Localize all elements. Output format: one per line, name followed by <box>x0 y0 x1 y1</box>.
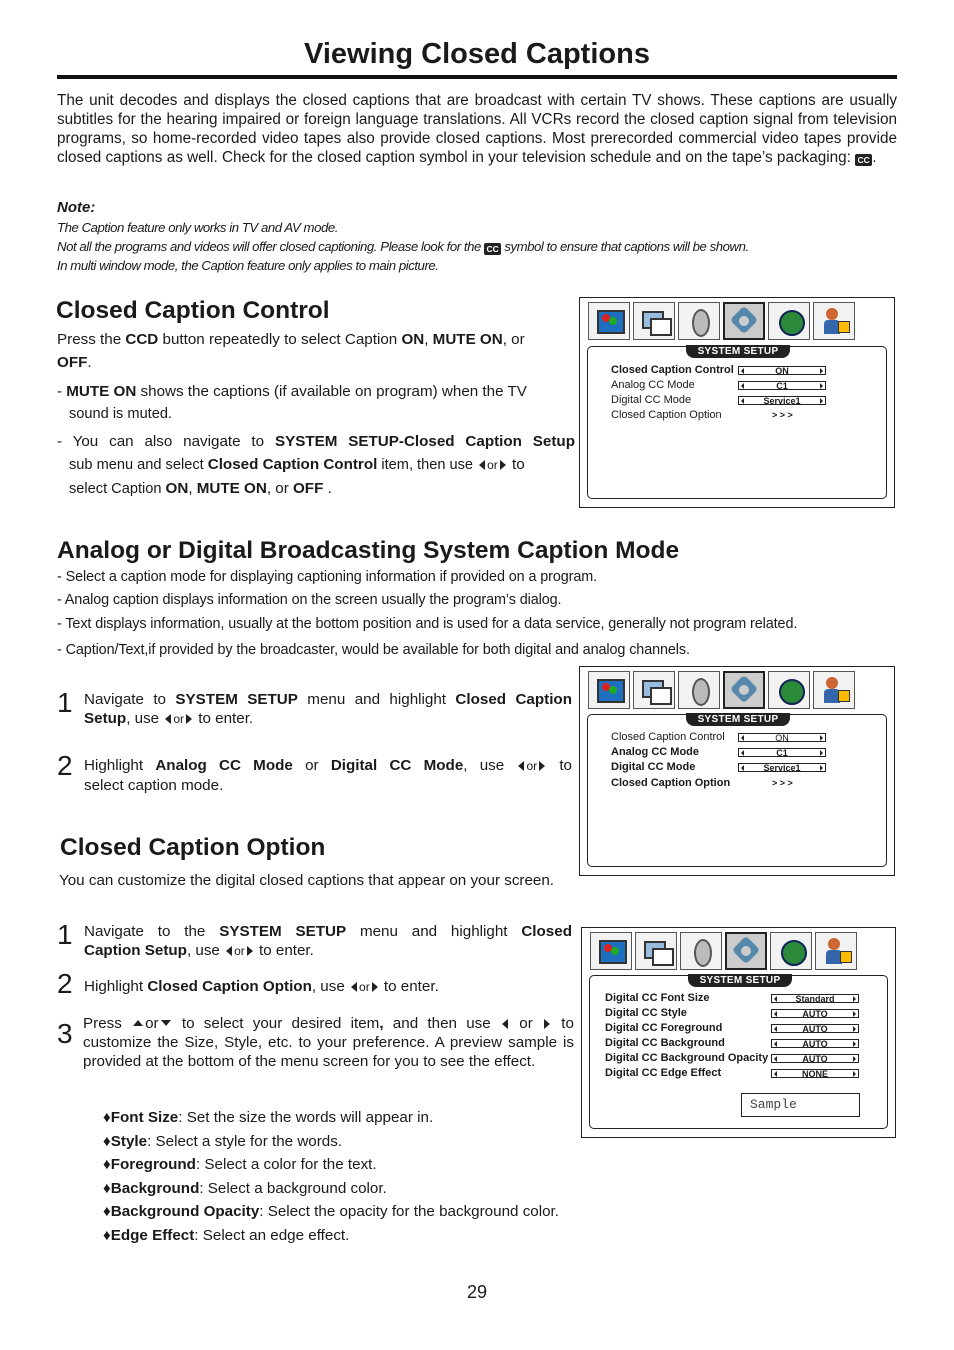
section3-step1: Navigate to the SYSTEM SETUP menu and highlight Closed Caption Setup, use or to enter. <box>84 923 572 959</box>
menu-icon-row <box>590 932 857 970</box>
menu-value-box[interactable]: AUTO <box>771 1009 859 1018</box>
window-icon[interactable] <box>633 302 675 340</box>
menu-value-box[interactable]: AUTO <box>771 1054 859 1063</box>
menu-item-label[interactable]: Digital CC Foreground <box>605 1022 723 1034</box>
menu-header: SYSTEM SETUP <box>686 713 790 726</box>
left-arrow-icon <box>165 714 171 724</box>
menu-value-box[interactable]: Standard <box>771 994 859 1003</box>
list-item: ♦Style: Select a style for the words. <box>103 1132 343 1150</box>
section-heading-caption-mode: Analog or Digital Broadcasting System Caption Mode <box>57 537 680 564</box>
menu-panel <box>589 975 888 1129</box>
menu-item-label[interactable]: Closed Caption Option <box>611 409 722 421</box>
menu-screen-caption-control <box>579 297 895 508</box>
section1-text: Press the CCD button repeatedly to select Caption ON, MUTE ON, or OFF. - MUTE ON shows the captions (if available on program) when the TV sound is muted. - You can also navigate to SYSTEM SETUP-Closed Caption Setup sub menu and select Closed Caption Control item, then use or to select Caption ON, MUTE ON, or OFF . <box>57 331 575 497</box>
page-number: 29 <box>466 1282 488 1302</box>
speaker-icon[interactable] <box>678 671 720 709</box>
menu-item-label[interactable]: Digital CC Mode <box>611 394 692 406</box>
globe-icon[interactable] <box>768 671 810 709</box>
page-title: Viewing Closed Captions <box>304 38 650 70</box>
section2-step2: Highlight Analog CC Mode or Digital CC Mode, use or to select caption mode. <box>84 757 573 794</box>
step-number: 2 <box>57 750 73 781</box>
globe-icon[interactable] <box>770 932 812 970</box>
option-bullet-list <box>103 1106 663 1247</box>
menu-value-box[interactable]: AUTO <box>771 1024 859 1033</box>
menu-value-box[interactable]: C1 <box>738 381 826 390</box>
menu-submenu-arrows[interactable]: > > > <box>772 778 793 788</box>
menu-value-box[interactable]: ON <box>738 366 826 375</box>
menu-item-label[interactable]: Digital CC Background <box>605 1037 725 1049</box>
section3-step3: Press or to select your desired item, and then use or to customize the Size, Style, etc. to your preference. A preview sample is provided at the bottom of the menu screen for you to see the effect. <box>83 1015 574 1070</box>
note-title: Note: <box>57 199 96 216</box>
step-number: 1 <box>57 919 73 950</box>
menu-item-label[interactable]: Digital CC Edge Effect <box>605 1067 722 1079</box>
list-item: ♦Foreground: Select a color for the text. <box>103 1156 377 1173</box>
right-arrow-icon <box>372 982 378 992</box>
menu-item-label[interactable]: Closed Caption Option <box>611 777 731 789</box>
left-arrow-icon <box>351 982 357 992</box>
speaker-icon[interactable] <box>678 302 720 340</box>
right-arrow-icon <box>544 1019 550 1029</box>
menu-panel <box>587 346 887 499</box>
list-item: ♦Font Size: Set the size the words will appear in. <box>103 1109 434 1126</box>
menu-item-label[interactable]: Closed Caption Control <box>611 364 734 376</box>
user-lock-icon[interactable] <box>815 932 857 970</box>
title-rule <box>57 75 897 79</box>
menu-icon-row <box>588 302 855 340</box>
step-number: 1 <box>57 687 73 718</box>
section-heading-closed-caption-control: Closed Caption Control <box>56 297 330 324</box>
menu-item-label[interactable]: Digital CC Mode <box>611 761 696 773</box>
section3-intro: You can customize the digital closed captions that appear on your screen. <box>59 872 555 889</box>
menu-screen-caption-option <box>581 927 896 1138</box>
cc-symbol-icon: CC <box>484 243 501 255</box>
speaker-icon[interactable] <box>680 932 722 970</box>
section2-step1: Navigate to SYSTEM SETUP menu and highlight Closed Caption Setup, use or to enter. <box>84 691 572 727</box>
right-arrow-icon <box>186 714 192 724</box>
step-number: 3 <box>57 1018 73 1049</box>
window-icon[interactable] <box>633 671 675 709</box>
setup-tools-icon[interactable] <box>723 671 765 709</box>
up-arrow-icon <box>133 1020 143 1026</box>
menu-value-box[interactable]: Service1 <box>738 763 826 772</box>
menu-value-box[interactable]: C1 <box>738 748 826 757</box>
right-arrow-icon <box>539 761 545 771</box>
left-arrow-icon <box>479 460 485 470</box>
menu-panel <box>587 714 887 867</box>
menu-item-label[interactable]: Closed Caption Control <box>611 731 725 743</box>
list-item: ♦Edge Effect: Select an edge effect. <box>103 1226 350 1244</box>
menu-item-label[interactable]: Digital CC Font Size <box>605 992 710 1004</box>
intro-paragraph: The unit decodes and displays the closed captions that are broadcast with certain TV shows. These captions are usually subtitles for the hearing impaired or foreign language translations. All VCRs record the closed caption signal from television programs, so home-recorded video tapes also provide closed captions. Most prerecorded commercial video tapes provide closed captions as well. Check for the closed caption symbol in your television schedule and on the tape’s packaging: CC . <box>57 92 897 166</box>
step-number: 2 <box>57 968 73 999</box>
down-arrow-icon <box>161 1020 171 1026</box>
window-icon[interactable] <box>635 932 677 970</box>
list-item: ♦Background: Select a background color. <box>103 1179 387 1197</box>
menu-value-box[interactable]: Service1 <box>738 396 826 405</box>
note-body: The Caption feature only works in TV and AV mode. Not all the programs and videos will offer closed captioning. Please look for the CC symbol to ensure that captions will be shown. In multi window mode, the Caption feature only applies to main picture. <box>57 220 749 273</box>
left-arrow-icon <box>226 946 232 956</box>
menu-header: SYSTEM SETUP <box>686 345 790 358</box>
menu-item-label[interactable]: Digital CC Style <box>605 1007 687 1019</box>
menu-icon-row <box>588 671 855 709</box>
section-heading-closed-caption-option: Closed Caption Option <box>60 834 326 861</box>
globe-icon[interactable] <box>768 302 810 340</box>
menu-value-box[interactable]: ON <box>738 733 826 742</box>
left-arrow-icon <box>518 761 524 771</box>
menu-value-box[interactable]: AUTO <box>771 1039 859 1048</box>
right-arrow-icon <box>500 460 506 470</box>
section3-step2: Highlight Closed Caption Option, use or to enter. <box>84 978 439 995</box>
list-item: ♦Background Opacity: Select the opacity for the background color. <box>103 1203 559 1220</box>
menu-submenu-arrows[interactable]: > > > <box>772 410 793 420</box>
menu-screen-caption-mode <box>579 666 895 876</box>
menu-value-box[interactable]: NONE <box>771 1069 859 1078</box>
menu-item-label[interactable]: Analog CC Mode <box>611 746 699 758</box>
menu-item-label[interactable]: Digital CC Background Opacity <box>605 1052 769 1064</box>
cc-symbol-icon: CC <box>855 154 872 166</box>
menu-header: SYSTEM SETUP <box>688 974 792 987</box>
right-arrow-icon <box>247 946 253 956</box>
picture-icon[interactable] <box>588 302 630 340</box>
setup-tools-icon[interactable] <box>723 302 765 340</box>
user-lock-icon[interactable] <box>813 302 855 340</box>
setup-tools-icon[interactable] <box>725 932 767 970</box>
picture-icon[interactable] <box>588 671 630 709</box>
user-lock-icon[interactable] <box>813 671 855 709</box>
caption-preview-sample: Sample <box>741 1093 860 1117</box>
left-arrow-icon <box>502 1019 508 1029</box>
picture-icon[interactable] <box>590 932 632 970</box>
menu-item-label[interactable]: Analog CC Mode <box>611 379 695 391</box>
